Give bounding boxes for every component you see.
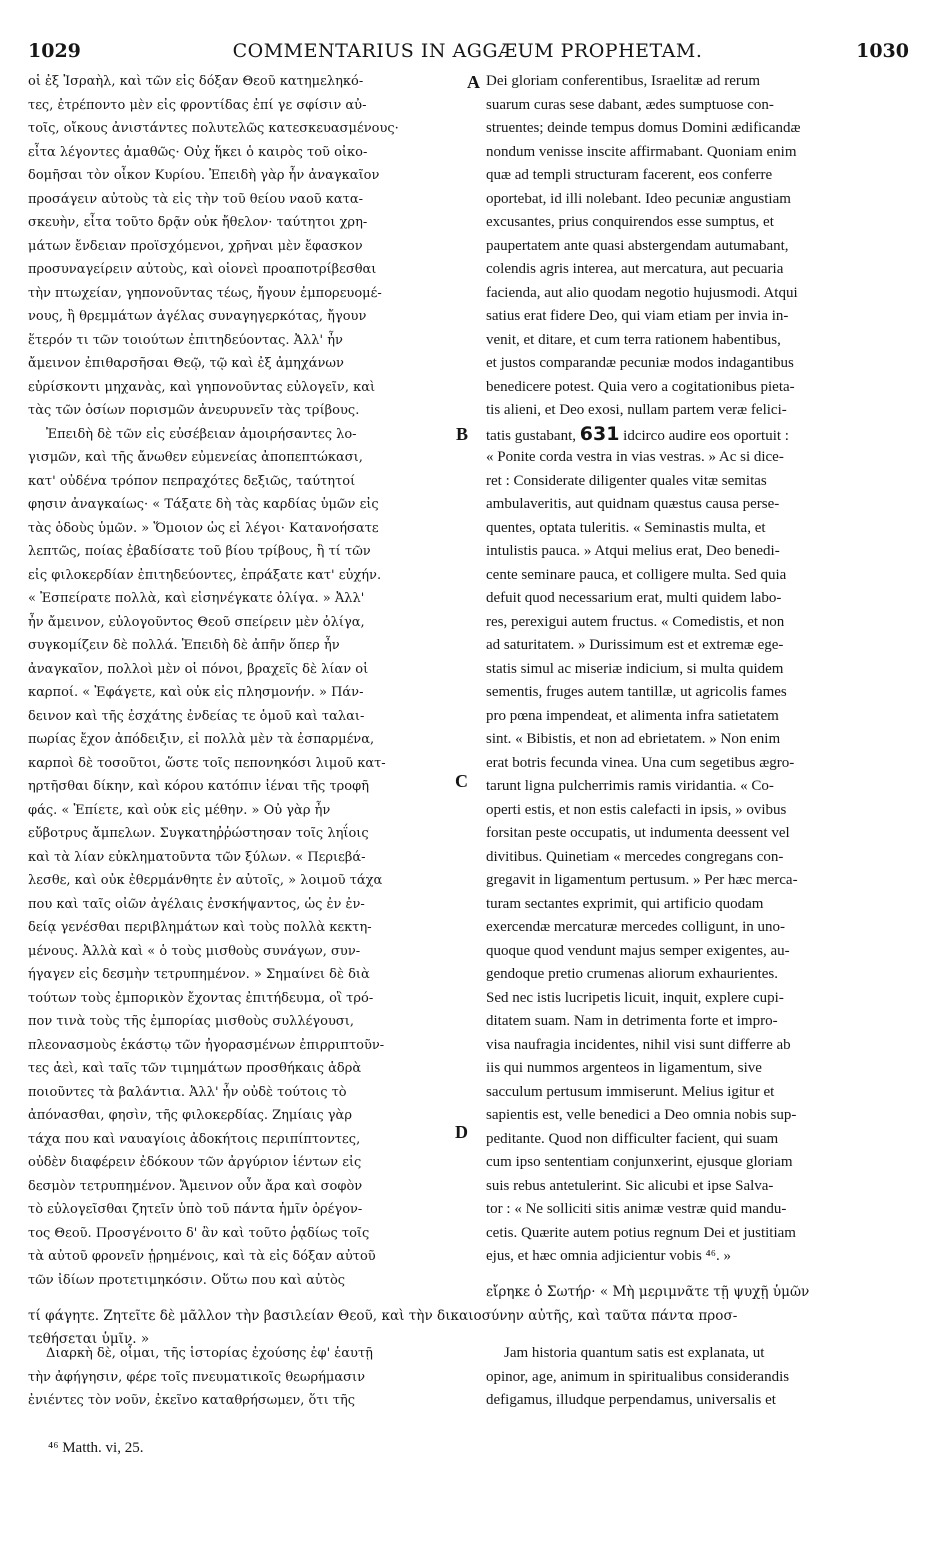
greek-text-line: οὐδὲν διαφέρειν ἐδόκουν τῶν ἀργύριον ἱέντων εἰς <box>28 1155 362 1170</box>
latin-text-line <box>486 423 892 447</box>
greek-text-line: μένους. Ἀλλὰ καὶ « ὁ τοὺς μισθοὺς συνάγων, συν- <box>28 943 361 959</box>
latin-text-line: colendis agris interea, aut mercatura, aut pecuaria <box>486 261 784 277</box>
greek-tail-line: ἐνιέντες τὸν νοῦν, ἐκεῖνο καταθρήσωμεν, ὅτι τῆς <box>28 1393 356 1408</box>
greek-span-text <box>28 1281 898 1352</box>
greek-text-line: τες ἀεὶ, καὶ ταῖς τῶν τιμημάτων προσθήκαις ἁδρὰ <box>28 1061 362 1076</box>
latin-tail-line: Jam historia quantum satis est explanata, ut <box>504 1345 765 1361</box>
greek-text-line: φησιν ἀναγκαίως· « Τάξατε δὴ τὰς καρδίας ὑμῶν εἰς <box>28 497 379 512</box>
latin-text-line: cum ipso sententiam conjunxerint, ejusque gloriam <box>486 1154 793 1170</box>
greek-text-line: τῶν ἰδίων προτετιμηκόσιν. Οὕτω που καὶ αὐτὸς <box>28 1272 346 1288</box>
greek-text-line: τὰς τῶν ὁσίων πορισμῶν ἀνευρυνεῖν τὰς τρίβους. <box>28 403 360 418</box>
latin-text-line: divitibus. Quinetiam « mercedes congregans con- <box>486 848 784 865</box>
latin-text-line: « Ponite corda vestra in vias vestras. » Ac si dice- <box>486 449 784 465</box>
latin-text-line: gendoque pretio crumenas aliorum exhaurientes. <box>486 966 778 982</box>
greek-text-line: τες, ἐτρέποντο μὲν εἰς φροντίδας ἐπί γε σφίσιν αὐ- <box>28 97 367 113</box>
latin-line-end: idcirco audire eos oportuit : <box>619 427 789 444</box>
latin-text-line: quentes, optata tuleritis. « Seminastis multa, et <box>486 519 766 536</box>
latin-text-line: iis qui nummos argenteos in ligamentum, sive <box>486 1060 762 1076</box>
latin-text-line: cente seminare pauca, et colligere multa. Sed quia <box>486 566 787 583</box>
latin-text-line: venit, et ditare, et cum terra rationem habentibus, <box>486 331 781 348</box>
latin-text-line: Dei gloriam conferentibus, Israelitæ ad rerum <box>486 73 761 89</box>
latin-text-line: oportebat, id illi nolebant. Ideo pecuniæ angustiam <box>486 190 791 207</box>
latin-text-line: sint. « Bibistis, et non ad ebrietatem. » Non enim <box>486 731 781 747</box>
greek-text-line: τοῖς, οἴκους ἀνιστάντες πολυτελῶς κατεσκευασμένους· <box>28 121 399 136</box>
latin-text-line: paupertatem ante quasi abstergendam autumabant, <box>486 237 789 254</box>
greek-text-line: λεπτῶς, ποίας ἐβαδίσατε τοῦ βίου τρίβους, ἢ τί τῶν <box>28 544 371 559</box>
greek-text-line: πωρίας ἔχον ἀπόδειξιν, εἰ πολλὰ μὲν τὰ ἐσπαρμένα, <box>28 732 375 747</box>
greek-text-line: καρποὶ δὲ τοσοῦτοι, ὥστε τοῖς πεπονηκόσι λιμοῦ κατ- <box>28 755 386 771</box>
greek-text-line: νους, ἢ θρεμμάτων ἀγέλας συναγηγερκότας, ἤγουν <box>28 309 367 324</box>
latin-text-line: statis simul ac miseriæ indicium, si multa quidem <box>486 660 784 677</box>
greek-text-line: εὑρίσκοντι μηχανὰς, καὶ γηπονοῦντας εὐλογεῖν, καὶ <box>28 379 376 395</box>
latin-text-line: benedicere potest. Quia vero a cogitationibus pieta- <box>486 378 795 395</box>
greek-text-line: ἄμεινον ἐπιθαρσῆσαι Θεῷ, τῷ καὶ ἐξ ἀμηχάνων <box>28 356 344 371</box>
latin-column <box>486 70 892 1269</box>
latin-text-line: tarunt ligna pulcherrimis ramis viridantia. « Co- <box>486 778 774 794</box>
latin-text-line: exercendæ mercaturæ mercedes colligunt, in uno- <box>486 919 786 935</box>
greek-text-line: σκευὴν, εἶτα τοῦτο δρᾷν οὐκ ἤθελον· ταύτητοι χρη- <box>28 215 368 230</box>
latin-text-line: operti estis, et non estis calefacti in ipsis, » ovibus <box>486 801 787 818</box>
greek-text-line: τος Θεοῦ. Προσγένοιτο δ' ἂν καὶ τοῦτο ῥᾳδίως τοῖς <box>28 1225 370 1241</box>
greek-text-line: πλεονασμοὺς ἑκάστῳ τῶν ἠγορασμένων ἐπιρριπτοῦν- <box>28 1037 385 1053</box>
page-number-right: 1030 <box>856 40 909 62</box>
latin-text-line: excusantes, prius conquirendos esse sumptus, et <box>486 214 774 230</box>
latin-text-line: satius erat fidere Deo, qui viam etiam per invia in- <box>486 308 789 324</box>
greek-text-line: εἶτα λέγοντες ἀμαθῶς· Οὐχ ἥκει ὁ καιρὸς τοῦ οἰκο- <box>28 144 368 160</box>
latin-text-line: forsitan peste occupatis, ut indumenta deessent vel <box>486 825 790 841</box>
greek-text-line: δεινον καὶ τῆς ἐσχάτης ἐνδείας τε ὁμοῦ καὶ ταλαι- <box>28 708 365 724</box>
greek-text-line: ηρτῆσθαι δίκην, καὶ κόρου κατόπιν ἰέναι τῆς τροφῆ <box>28 779 370 794</box>
latin-text-line: nondum venisse inscite affirmabant. Quoniam enim <box>486 143 797 160</box>
greek-text-line: που καὶ ταῖς οἰῶν ἀγέλαις ἐνσκήψαντος, ὡς ἐν ἐν- <box>28 896 365 912</box>
latin-text-line: sacculum pertusum immiserunt. Melius igitur et <box>486 1083 775 1100</box>
latin-text-line: cetis. Quærite autem potius regnum Dei et justitiam <box>486 1224 796 1241</box>
greek-closing-paragraph <box>28 1342 465 1413</box>
greek-text-line: τὸ εὐλογεῖσθαι ζητεῖν ὑπὸ τοῦ πάντα ἡμῖν ὀρέγον- <box>28 1202 363 1217</box>
section-marker-c: C <box>455 771 468 791</box>
greek-text-line: ποιοῦντες τὰ βαλάντια. Ἀλλ' ἦν οὐδὲ τούτοις τὸ <box>28 1084 347 1100</box>
section-marker-a: A <box>467 72 480 92</box>
greek-text-line: λεσθε, καὶ οὐκ ἐθερμάνθητε ἐν αὐτοῖς, » λοιμοῦ τάχα <box>28 873 383 888</box>
greek-text-line: κατ' οὐδένα τρόπον πεπραχότες δεξιῶς, ταύτητοί <box>28 473 356 489</box>
latin-text-line: gregavit in ligamentum pertusum. » Per hæc merca- <box>486 872 798 888</box>
footnote: ⁴⁶ Matth. vi, 25. <box>48 1440 144 1456</box>
running-title: COMMENTARIUS IN AGGÆUM PROPHETAM. <box>232 40 703 62</box>
greek-text-line: ἦν ἄμεινον, εὐλογοῦντος Θεοῦ σπείρειν μὲν ὀλίγα, <box>28 614 365 630</box>
greek-text-line: τὰ αὐτοῦ φρονεῖν ᾑρημένοις, καὶ τὰ εἰς δόξαν αὐτοῦ <box>28 1249 376 1264</box>
latin-text-line: ret : Considerate diligenter quales vitæ semitas <box>486 472 767 489</box>
greek-column <box>28 70 465 1292</box>
latin-text-line: suarum curas sese dabant, ædes sumptuose con- <box>486 96 774 113</box>
greek-tail-line: τὴν ἀφήγησιν, φέρε τοῖς πνευματικοῖς θεωρήμασιν <box>28 1369 366 1385</box>
greek-span-line: τί φάγητε. Ζητεῖτε δὲ μᾶλλον τὴν βασιλείαν Θεοῦ, καὶ τὴν δικαιοσύνην αὐτῆς, καὶ ταῦτα πάντα προσ- <box>28 1307 738 1324</box>
latin-text-line: res, perexigui autem fructus. « Comedistis, et non <box>486 613 785 630</box>
latin-text-line: peditante. Quod non difficulter facient, qui suam <box>486 1130 779 1147</box>
latin-text-line: ad saturitatem. » Durissimum est et extremæ ege- <box>486 637 784 653</box>
greek-text-line: δείᾳ γενέσθαι περιβλημάτων καὶ τοὺς πολλὰ κεκτη- <box>28 920 372 935</box>
greek-text-line: γισμῶν, καὶ τῆς ἄνωθεν εὐμενείας ἀποπεπτώκασι, <box>28 450 363 465</box>
latin-text-line: ambulaveritis, aut quidnam quæstus causa perse- <box>486 496 780 512</box>
latin-text-line: quoque quod vendunt majus semper exigentes, au- <box>486 942 790 959</box>
greek-span-line: εἴρηκε ὁ Σωτήρ· « Μὴ μεριμνᾶτε τῇ ψυχῇ ὑμῶν <box>486 1284 810 1300</box>
greek-text-line: ἀναγκαῖον, πολλοὶ μὲν οἱ πόνοι, βραχεῖς δὲ λίαν οἱ <box>28 661 369 677</box>
greek-span-line: τεθήσεται ὑμῖν. » <box>28 1331 150 1347</box>
latin-line-start: tatis gustabant, <box>486 427 580 444</box>
greek-text-line: τάχα που καὶ ναυαγίοις ἀδοκήτοις περιπίπτοντες, <box>28 1131 361 1147</box>
greek-tail-line: Διαρκὴ δὲ, οἶμαι, τῆς ἱστορίας ἐχούσης ἐφ' ἑαυτῇ <box>46 1346 373 1361</box>
greek-text-line: εὔβοτρυς ἄμπελων. Συγκατηῤῥώστησαν τοῖς ληΐοις <box>28 826 369 841</box>
greek-text-line: καὶ τὰ λίαν εὐκληματοῦντα τῶν ξύλων. « Περιεβά- <box>28 849 366 865</box>
latin-text-line: erat botris fecunda vinea. Una cum segetibus ægro- <box>486 754 795 771</box>
latin-text-line: pro pœna impendeat, et alimenta infra satietatem <box>486 707 779 724</box>
latin-text-line: visa naufragia incidentes, nihil visi sunt differre ab <box>486 1036 791 1053</box>
latin-text-line: defuit quod necessarium erat, multi quidem labo- <box>486 590 782 606</box>
latin-text-line: ditatem suam. Nam in detrimenta forte et impro- <box>486 1013 778 1029</box>
section-marker-d: D <box>455 1122 468 1142</box>
greek-text-line: προσυναγείρειν αὐτοὺς, καὶ οἱονεὶ προαποτρίβεσθαι <box>28 262 377 277</box>
greek-text-line: τὰς ὁδοὺς ὑμῶν. » Ὅμοιον ὡς εἰ λέγοι· Κατανοήσατε <box>28 520 379 536</box>
greek-text-line: ἀπόνασθαι, φησὶν, τῆς φιλοκερδίας. Ζημίαις γὰρ <box>28 1108 352 1123</box>
latin-text-line: Sed nec istis lucripetis licuit, inquit, explere cupi- <box>486 989 784 1006</box>
latin-text-line: ejus, et hæc omnia adjicientur vobis ⁴⁶. » <box>486 1248 731 1264</box>
greek-text-line: ἕτερόν τι τῶν τοιούτων ἐπιτηδεύοντας. Ἀλλ' ἦν <box>28 332 343 348</box>
greek-text-line: συγκομίζειν δὲ πολλά. Ἐπειδὴ δὲ ἀπῆν ὅπερ ἦν <box>28 638 340 653</box>
greek-text-line: δεσμὸν τετρυπημένον. Ἄμεινον οὖν ἄρα καὶ σοφὸν <box>28 1178 363 1194</box>
greek-text-line: τὴν πτωχείαν, γηπονοῦντας τέως, ἤγουν ἐμπορευομέ- <box>28 285 382 301</box>
greek-text-line: φάς. « Ἐπίετε, καὶ οὐκ εἰς μέθην. » Οὐ γὰρ ἦν <box>28 802 331 818</box>
greek-text-line: Ἐπειδὴ δὲ τῶν εἰς εὐσέβειαν ἀμοιρήσαντες λο- <box>46 426 357 442</box>
latin-text-line: quæ ad templi structuram facerent, eos conferre <box>486 167 773 183</box>
greek-text-line: προσάγειν αὐτοὺς τὰ εἰς τὴν τοῦ θείου ναοῦ κατα- <box>28 191 364 207</box>
latin-text-line: turam sectantes exprimit, qui artificio quodam <box>486 895 764 912</box>
latin-text-line: tor : « Ne solliciti sitis animæ vestræ quid mandu- <box>486 1201 787 1217</box>
greek-text-line: πον τινὰ τοὺς τῆς ἐμπορίας μισθοὺς συλλέγουσι, <box>28 1014 354 1029</box>
latin-text-line: suis rebus antetulerint. Sic alicubi et ipse Salva- <box>486 1177 774 1194</box>
latin-text-line: facienda, aut alio quodam negotio hujusmodi. Atqui <box>486 284 798 301</box>
greek-text-line: δομῆσαι τὸν οἶκον Κυρίου. Ἐπειδὴ γὰρ ἦν ἀναγκαῖον <box>28 168 380 183</box>
greek-text-line: μάτων ἔνδειαν προϊσχόμενοι, χρῆναι μὲν ἔφασκον <box>28 238 363 254</box>
greek-text-line: ήγαγεν εἰς δεσμὴν τετρυπημένον. » Σημαίνει δὲ διὰ <box>28 967 370 982</box>
greek-text-line: « Ἐσπείρατε πολλὰ, καὶ εἰσηνέγκατε ὀλίγα. » Ἀλλ' <box>28 591 365 606</box>
greek-text-line: τούτων τοὺς ἐμπορικὸν ἔχοντας ἐπιτήδευμα, οἳ τρό- <box>28 990 374 1006</box>
latin-tail-line: defigamus, illudque perpendamus, universalis et <box>486 1392 776 1408</box>
page-number-left: 1029 <box>28 40 81 62</box>
section-marker-b: B <box>456 424 469 444</box>
greek-text-line: εἰς φιλοκερδίαν ἐπιτηδεύοντες, ἐπράξατε κατ' εὐχήν. <box>28 567 382 583</box>
latin-text-line: et justos comparandæ pecuniæ modos indagantibus <box>486 355 794 371</box>
latin-text-line: tis alieni, et Deo exosi, nullam partem veræ felici- <box>486 402 787 418</box>
latin-text-line: sementis, fruges autem tantillæ, ut agricolis fames <box>486 684 787 700</box>
greek-text-line: καρποί. « Ἐφάγετε, καὶ οὐκ εἰς πλησμονήν. » Πάν- <box>28 685 364 700</box>
latin-text-line: intulistis pauca. » Atqui melius erat, Deo benedi- <box>486 543 780 559</box>
latin-text-line: struentes; deinde tempus domus Domini ædificandæ <box>486 120 801 136</box>
latin-tail-line: opinor, age, animum in spiritualibus considerandis <box>486 1368 790 1385</box>
greek-text-line: οἱ ἐξ Ἰσραὴλ, καὶ τῶν εἰς δόξαν Θεοῦ κατημεληκό- <box>28 74 364 89</box>
latin-closing-paragraph <box>486 1342 892 1413</box>
latin-text-line: sapientis est, velle benedici a Deo omnia nobis sup- <box>486 1107 797 1123</box>
original-page-number: 631 <box>579 422 620 445</box>
